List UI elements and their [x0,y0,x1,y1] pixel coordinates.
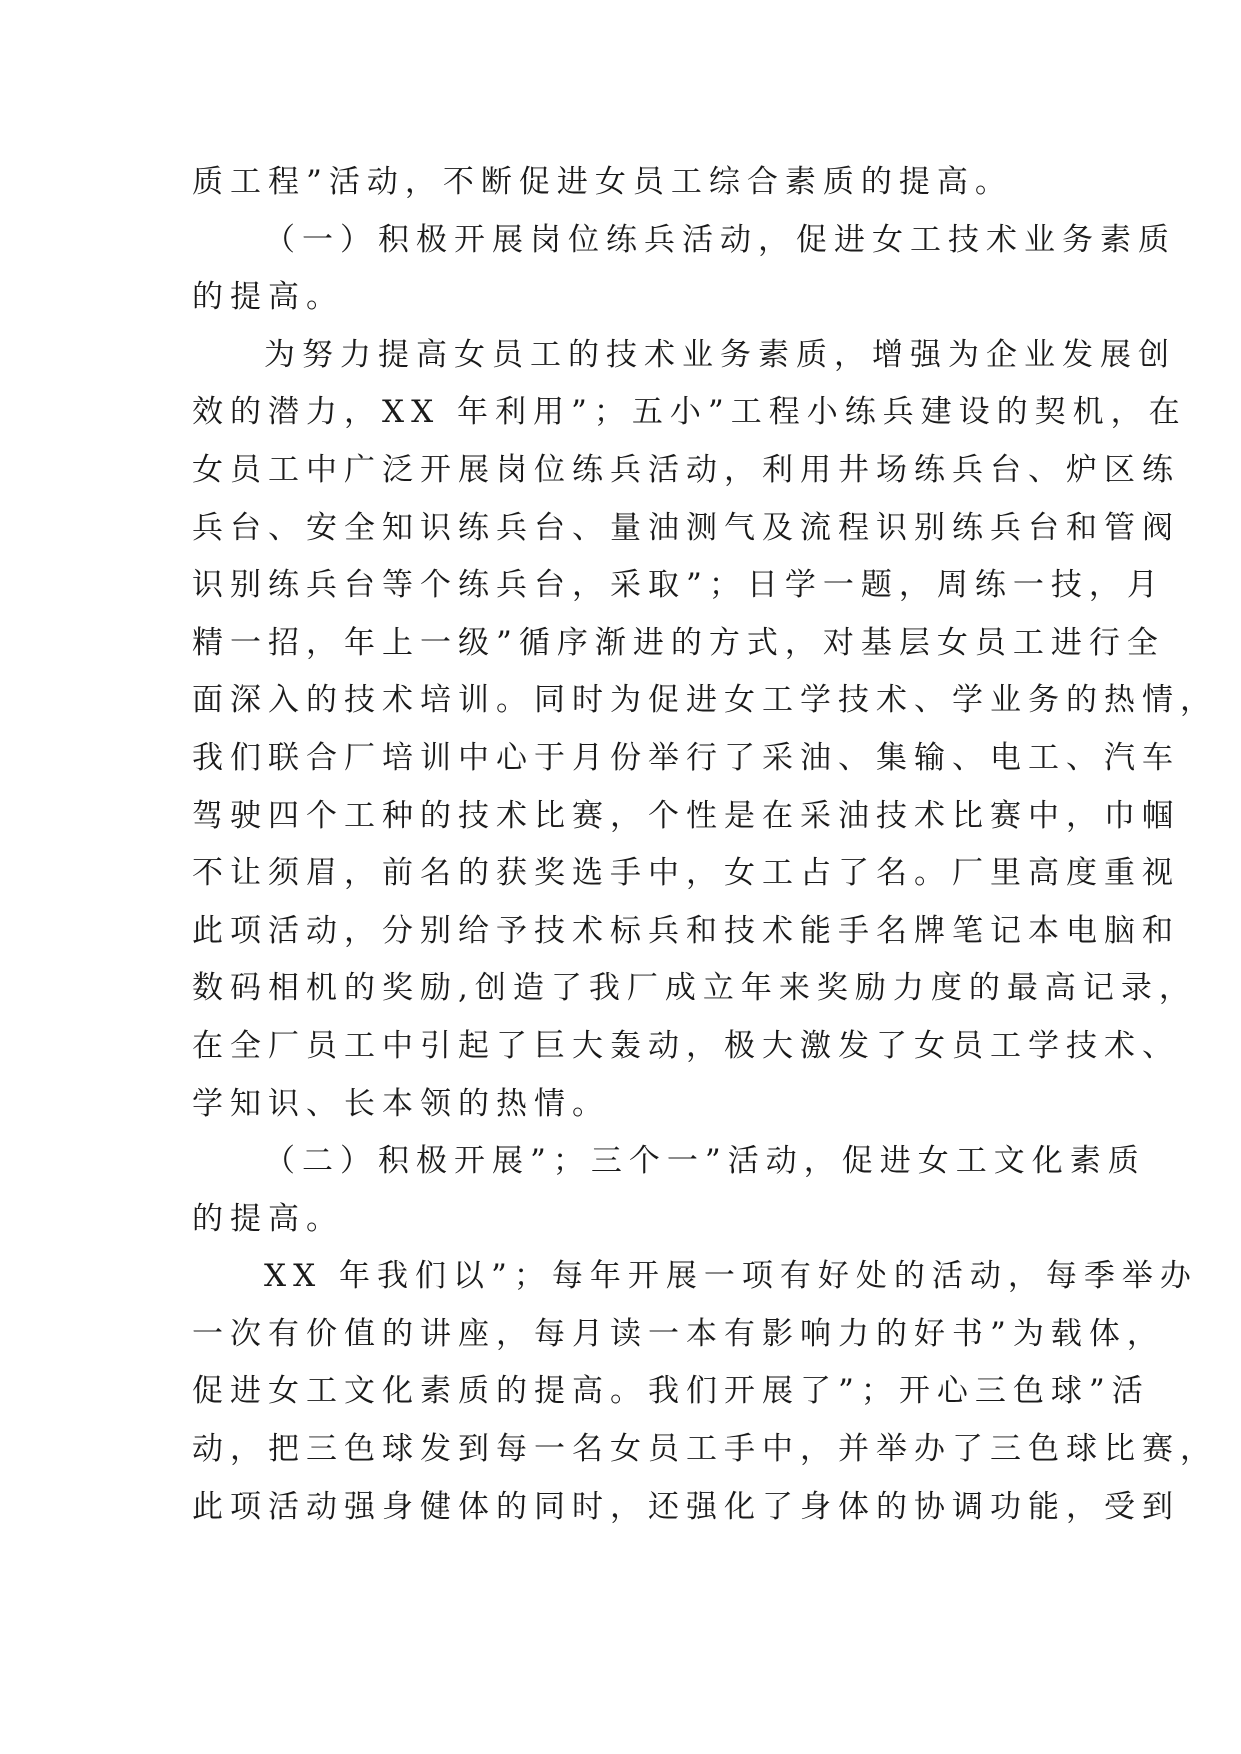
text-line: 兵台、安全知识练兵台、量油测气及流程识别练兵台和管阀 [192,509,1180,546]
text-line: 一次有价值的讲座，每月读一本有影响力的好书”为载体， [192,1315,1165,1352]
section-heading: （一）积极开展岗位练兵活动，促进女工技术业务素质 [264,221,1176,258]
text-line: 精一招，年上一级”循序渐进的方式，对基层女员工进行全 [192,624,1165,661]
text-line: 面深入的技术培训。同时为促进女工学技术、学业务的热情， [192,682,1218,719]
text-line: 动，把三色球发到每一名女员工手中，并举办了三色球比赛， [192,1431,1218,1468]
text-line: 在全厂员工中引起了巨大轰动，极大激发了女员工学技术、 [192,1027,1180,1064]
section-heading: 的提高。 [192,279,344,316]
text-line: 此项活动强身健体的同时，还强化了身体的协调功能，受到 [192,1488,1180,1525]
text-line: 识别练兵台等个练兵台，采取”；日学一题，周练一技，月 [192,567,1165,604]
text-line: 驾驶四个工种的技术比赛，个性是在采油技术比赛中，巾帼 [192,797,1180,834]
text-line: 促进女工文化素质的提高。我们开展了”；开心三色球”活 [192,1373,1150,1410]
section-heading: （二）积极开展”；三个一”活动，促进女工文化素质 [264,1143,1146,1180]
text-line: XX 年我们以”；每年开展一项有好处的活动，每季举办 [264,1258,1198,1295]
text-line: 我们联合厂培训中心于月份举行了采油、集输、电工、汽车 [192,739,1180,776]
text-line: 效的潜力，XX 年利用”；五小”工程小练兵建设的契机，在 [192,394,1187,431]
text-line: 学知识、长本领的热情。 [192,1085,610,1122]
text-line: 为努力提高女员工的技术业务素质，增强为企业发展创 [264,336,1176,373]
text-line: 不让须眉，前名的获奖选手中，女工占了名。厂里高度重视 [192,855,1180,892]
text-line: 质工程”活动，不断促进女员工综合素质的提高。 [192,164,1013,200]
section-heading: 的提高。 [192,1200,344,1237]
text-line: 女员工中广泛开展岗位练兵活动，利用井场练兵台、炉区练 [192,451,1180,488]
text-line: 数码相机的奖励,创造了我厂成立年来奖励力度的最高记录， [192,970,1197,1007]
text-line: 此项活动，分别给予技术标兵和技术能手名牌笔记本电脑和 [192,912,1180,949]
document-body [192,154,1218,1536]
